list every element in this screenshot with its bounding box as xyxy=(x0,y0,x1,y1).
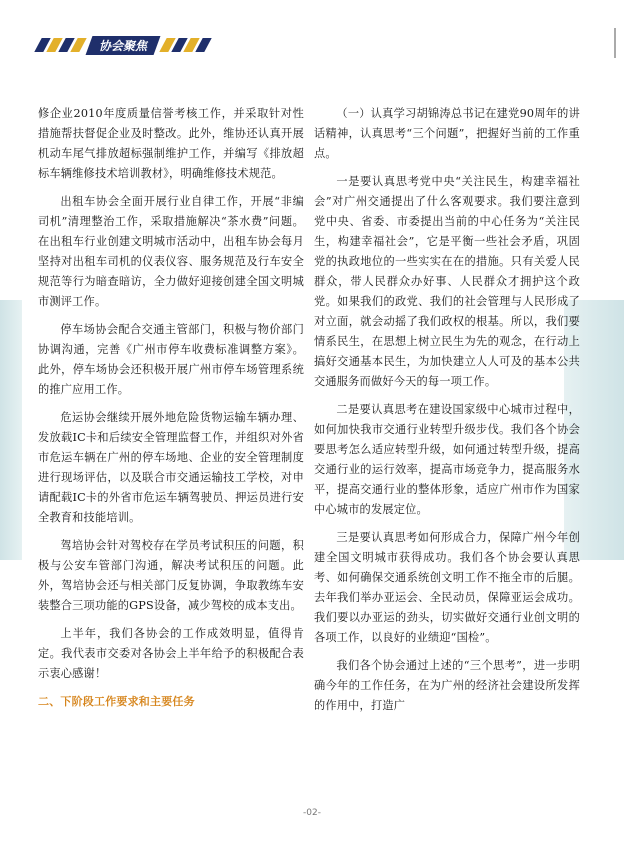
decorative-side-band-left xyxy=(0,300,22,560)
corner-crop-mark xyxy=(614,28,616,58)
body-paragraph: 危运协会继续开展外地危险货物运输车辆办理、发放载IC卡和后续安全管理监督工作，并组织对外省市危运车辆在广州的停车场地、企业的安全管理制度进行现场评估，以及联合市交通运输技工学校，对申请配载IC卡的外省市危运车辆驾驶员、押运员进行安全教育和技能培训。 xyxy=(38,411,304,524)
body-paragraph: 一是要认真思考党中央“关注民生，构建幸福社会”对广州交通提出了什么客观要求。我们要注意到党中央、省委、市委提出当前的中心任务为“关注民生，构建幸福社会”，它是平衡一些社会矛盾，巩固党的执政地位的一些实实在在的措施。只有关爱人民群众，带人民群众办好事、人民群众才拥护这个政党。如果我们的政党、我们的社会管理与人民形成了对立面，就会动摇了我们政权的根基。所以，我们要情系民生，在思想上树立民生为先的观念，在行动上搞好交通基本民生，为加快建立人人可及的基本公共交通服务而做好今天的每一项工作。 xyxy=(314,175,580,388)
body-paragraph: 三是要认真思考如何形成合力，保障广州今年创建全国文明城市获得成功。我们各个协会要认真思考、如何确保交通系统创文明工作不拖全市的后腿。去年我们举办亚运会、全民动员，保障亚运会成功。我们要以办亚运的劲头，切实做好交通行业创文明的各项工作，以良好的业绩迎“国检”。 xyxy=(314,531,580,644)
body-paragraph: 停车场协会配合交通主管部门，积极与物价部门协调沟通，完善《广州市停车收费标准调整方案》。此外，停车场协会还积极开展广州市停车场管理系统的推广应用工作。 xyxy=(38,323,304,396)
body-paragraph: 我们各个协会通过上述的“三个思考”，进一步明确今年的工作任务，在为广州的经济社会建设所发挥的作用中，打造广 xyxy=(314,659,580,712)
body-paragraph: 修企业2010年度质量信誉考核工作，并采取针对性措施帮扶督促企业及时整改。此外，维协还认真开展机动车尾气排放超标强制维护工作，并编写《排放超标车辆维修技术培训教材》，明确维修技术规范。 xyxy=(38,107,304,180)
body-paragraph: 出租车协会全面开展行业自律工作，开展“非编司机”清理整治工作，采取措施解决“茶水费”问题。在出租车行业创建文明城市活动中，出租车协会每月坚持对出租车司机的仪表仪容、服务规范及行车安全规范等行为暗查暗访，全力做好迎接创建全国文明城市测评工作。 xyxy=(38,195,304,308)
section-header xyxy=(38,37,208,53)
section-title: 协会聚焦 xyxy=(86,36,161,55)
body-paragraph: 二是要认真思考在建设国家级中心城市过程中，如何加快我市交通行业转型升级步伐。我们各个协会要思考怎么适应转型升级，如何通过转型升级，提高交通行业的运行效率，提高市场竞争力，提高服务水平，提高交通行业的整体形象，适应广州市作为国家中心城市的发展定位。 xyxy=(314,403,580,516)
right-column xyxy=(314,104,580,724)
header-stripes-left xyxy=(38,38,83,52)
body-paragraph: 驾培协会针对驾校存在学员考试积压的问题，积极与公安车管部门沟通，解决考试积压的问题。此外，驾培协会还与相关部门反复协调，争取教练车安装整合三项功能的GPS设备，减少驾校的成本支出。 xyxy=(38,539,304,612)
header-stripes-right xyxy=(163,38,208,52)
left-column xyxy=(38,104,304,720)
body-paragraph: 上半年，我们各协会的工作成效明显，值得肯定。我代表市交委对各协会上半年给予的积极配合表示衷心感谢！ xyxy=(38,627,304,680)
page-number: -02- xyxy=(303,808,321,818)
subsection-intro: （一）认真学习胡锦涛总书记在建党90周年的讲话精神，认真思考“三个问题”，把握好当前的工作重点。 xyxy=(314,107,580,160)
section-heading: 二、下阶段工作要求和主要任务 xyxy=(38,695,195,708)
